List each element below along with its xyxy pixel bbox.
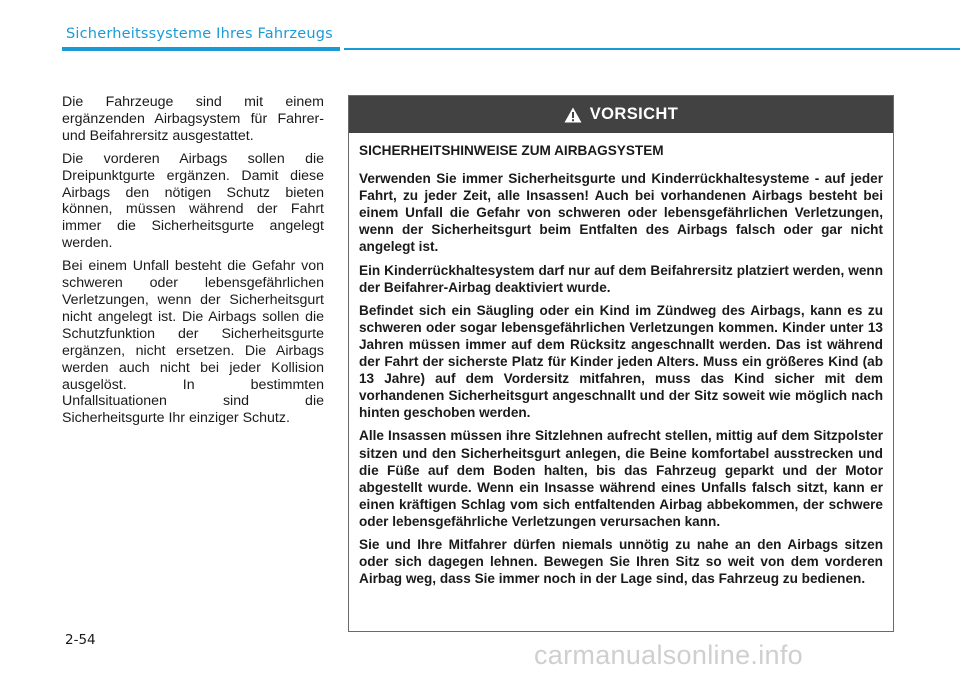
intro-paragraph: Die vorderen Airbags sollen die Dreipunktgurte ergänzen. Damit diese Airbags den nötigen Schutz bieten können, müssen während der Fahrt immer die Sicherheitsgurte angelegt werden. — [62, 150, 324, 252]
page-number: 2-54 — [65, 632, 96, 648]
intro-paragraph: Bei einem Unfall besteht die Gefahr von schweren oder lebensgefährlichen Verletzungen, wenn der Sicherheitsgurt nicht angelegt ist. Die Airbags sollen die Schutzfunktion der Sicherheitsgurte ergänzen, nicht ersetzen. Die Airbags werden auch nicht bei jeder Kollision ausgelöst. In bestimmten Unfallsituationen sind die Sicherheitsgurte Ihr einziger Schutz. — [62, 258, 324, 427]
header-rule-thick — [62, 47, 340, 51]
watermark: carmanualsonline.info — [534, 640, 803, 670]
caution-box — [348, 95, 894, 632]
warning-triangle-icon — [564, 107, 582, 123]
caution-paragraph: Ein Kinderrückhaltesystem darf nur auf dem Beifahrersitz platziert werden, wenn der Beifahrer-Airbag deaktiviert wurde. — [359, 262, 883, 295]
caution-paragraph: Verwenden Sie immer Sicherheitsgurte und Kinderrückhaltesysteme - auf jeder Fahrt, zu jeder Zeit, alle Insassen! Auch bei vorhandenen Airbags besteht bei einem Unfall die Gefahr von schweren oder lebensgefährlichen Verletzungen, wenn der Sicherheitsgurt beim Entfalten des Airbags falsch oder gar nicht angelegt ist. — [359, 171, 883, 255]
intro-paragraph: Die Fahrzeuge sind mit einem ergänzenden Airbagsystem für Fahrer- und Beifahrersitz ausgestattet. — [62, 94, 324, 144]
caution-label: VORSICHT — [589, 105, 679, 123]
section-title: Sicherheitssysteme Ihres Fahrzeugs — [66, 26, 333, 42]
caution-subtitle: SICHERHEITSHINWEISE ZUM AIRBAGSYSTEM — [359, 143, 664, 158]
caution-paragraph: Alle Insassen müssen ihre Sitzlehnen aufrecht stellen, mittig auf dem Sitzpolster sitzen und den Sicherheitsgurt anlegen, die Beine komfortabel ausstrecken und die Füße auf dem Boden halten, bis das Fahrzeug geparkt und der Motor abgestellt wurde. Wenn ein Insasse während eines Unfalls falsch sitzt, kann er einen kräftigen Schlag vom sich entfaltenden Airbag abbekommen, der schwere oder lebensgefährliche Verletzungen verursachen kann. — [359, 428, 883, 529]
caution-paragraph: Befindet sich ein Säugling oder ein Kind im Zündweg des Airbags, kann es zu schweren oder sogar lebensgefährlichen Verletzungen kommen. Kinder unter 13 Jahren müssen immer auf dem Rücksitz angeschnallt werden. Das ist während der Fahrt der sicherste Platz für Kinder jeden Alters. Muss ein größeres Kind (ab 13 Jahre) auf dem Vordersitz mitfahren, muss das Kind sicher mit dem vorhandenen Sicherheitsgurt angeschnallt und der Sitz soweit wie möglich nach hinten geschoben werden. — [359, 302, 883, 421]
caution-header — [349, 96, 893, 133]
header-rule-thin — [344, 48, 960, 50]
caution-body — [349, 133, 893, 587]
caution-paragraph: Sie und Ihre Mitfahrer dürfen niemals unnötig zu nahe an den Airbags sitzen oder sich dagegen lehnen. Bewegen Sie Ihren Sitz so weit von dem vorderen Airbag weg, dass Sie immer noch in der Lage sind, das Fahrzeug zu bedienen. — [359, 536, 883, 587]
intro-text-column — [62, 94, 324, 433]
